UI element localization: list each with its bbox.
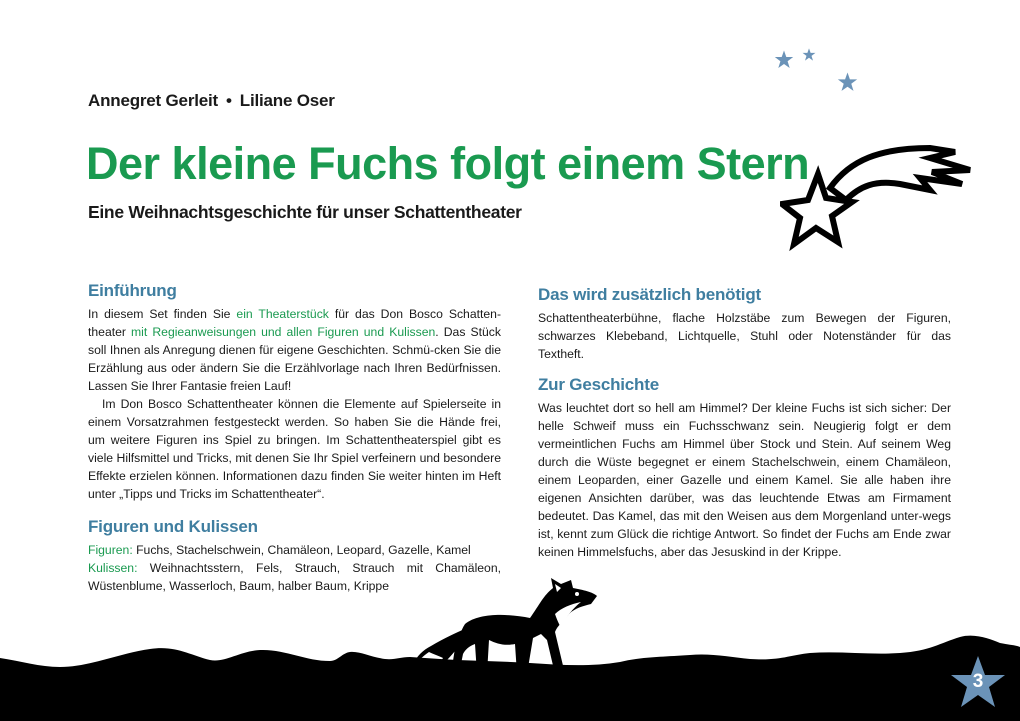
intro-highlight-2: mit Regieanweisungen und allen Figuren und Kulissen xyxy=(131,325,436,339)
right-column xyxy=(538,285,951,561)
intro-heading: Einführung xyxy=(88,281,177,300)
star-icon xyxy=(774,50,794,70)
star-icon xyxy=(837,72,858,93)
story-heading: Zur Geschichte xyxy=(538,375,659,394)
intro-paragraph-2: Im Don Bosco Schattentheater können die Elemente auf Spielerseite in einem Vorsatzrahmen festgesteckt werden. So haben Sie die Hände frei, um weitere Figuren ins Spiel zu bringen. Im Schattentheaterspiel gibt es viele Hilfsmittel und Tricks, mit denen Sie Ihr Spiel verfeinern und besondere Effekte erzielen können. Informationen dazu finden Sie weiter hinten im Heft unter „Tipps und Tricks im Schattentheater“. xyxy=(88,397,501,501)
intro-text: . Das Stück soll Ihnen als Anregung dienen für eigene Geschichten. Schmü-cken Sie die Erzählung aus oder ändern Sie die Erzählvorlage nach Ihren Bedürfnissen. Lassen Sie Ihrer Fantasie freien Lauf! xyxy=(88,325,501,393)
scenery-label: Kulissen: xyxy=(88,561,138,575)
left-column xyxy=(88,281,501,595)
figures-list xyxy=(88,541,501,559)
page-number: 3 xyxy=(972,671,984,692)
figures-heading: Figuren und Kulissen xyxy=(88,517,258,536)
scenery-items: Weihnachtsstern, Fels, Strauch, Strauch mit Chamäleon, Wüstenblume, Wasserloch, Baum, halber Baum, Krippe xyxy=(88,561,501,593)
page-title: Der kleine Fuchs folgt einem Stern xyxy=(86,138,810,189)
needed-text: Schattentheaterbühne, flache Holzstäbe zum Bewegen der Figuren, schwarzes Klebeband, Lichtquelle, Stuhl oder Notenständer für das Textheft. xyxy=(538,311,951,361)
star-icon xyxy=(802,48,816,62)
shooting-star-icon xyxy=(780,140,980,260)
figures-items: Fuchs, Stachelschwein, Chamäleon, Leopard, Gazelle, Kamel xyxy=(132,543,471,557)
authors-line xyxy=(88,91,335,111)
hills-silhouette xyxy=(0,625,1020,721)
author-2: Liliane Oser xyxy=(239,91,335,110)
intro-text: für das Don Bosco Schatten-theater xyxy=(88,307,502,339)
author-separator: • xyxy=(226,91,232,110)
intro-text: In diesem Set finden Sie xyxy=(88,307,237,321)
needed-heading: Das wird zusätzlich benötigt xyxy=(538,285,761,304)
page-subtitle: Eine Weihnachtsgeschichte für unser Schattentheater xyxy=(88,202,522,222)
story-text: Was leuchtet dort so hell am Himmel? Der kleine Fuchs ist sich sicher: Der helle Schweif muss ein Fuchsschwanz sein. Neugierig folgt er dem vermeintlichen Fuchs am Himmel über Stock und Stein. Auf seinem Weg durch die Wüste begegnet er einem Stachelschwein, einem Chamäleon, einem Leoparden, einer Gazelle und einem Kamel. Sie alle haben ihre eigenen Ansichten darüber, was das leuchtende Etwas am Firmament bedeutet. Das Kamel, das mit den Weisen aus dem Morgenland unter-wegs ist, kennt zum Glück die richtige Antwort. So findet der Fuchs am Ende zwar keinen Himmelsfuchs, aber das Jesuskind in der Krippe. xyxy=(538,401,951,559)
figures-label: Figuren: xyxy=(88,543,133,557)
intro-highlight-1: ein Theaterstück xyxy=(236,307,329,321)
author-1: Annegret Gerleit xyxy=(88,91,218,110)
intro-paragraph-1 xyxy=(88,305,501,395)
